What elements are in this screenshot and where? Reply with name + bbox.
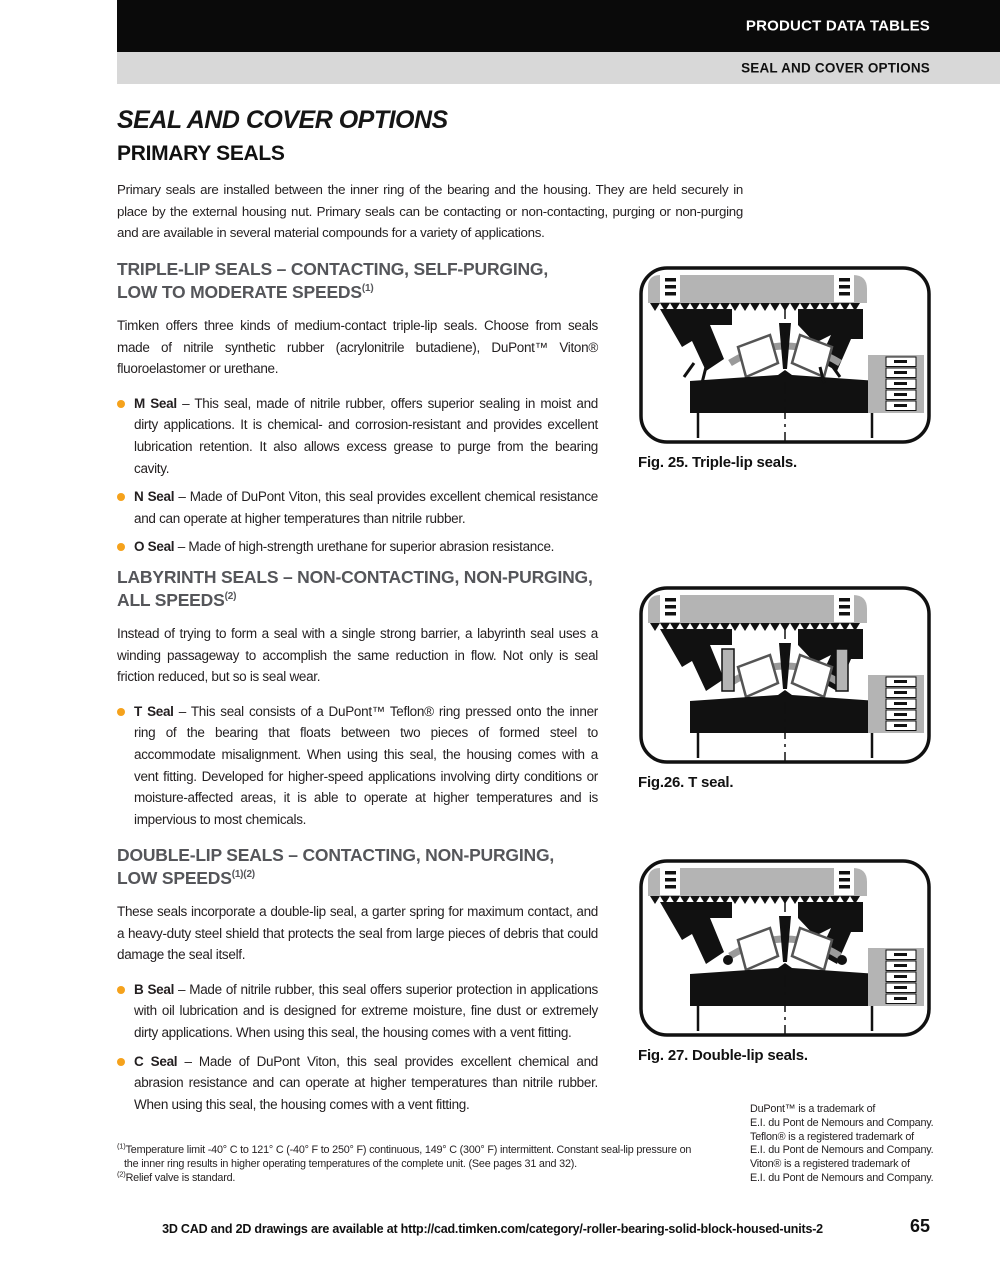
header-bar <box>117 0 1000 52</box>
section-heading <box>117 844 598 890</box>
trademark-line: DuPont™ is a trademark of <box>750 1103 876 1115</box>
page-subtitle: PRIMARY SEALS <box>117 142 285 165</box>
footnote-ref: (1) <box>361 283 374 295</box>
subheader-title: SEAL AND COVER OPTIONS <box>741 60 930 76</box>
trademark-notes <box>750 1103 933 1186</box>
seal-description: – Made of nitrile rubber, this seal offers superior protection in applications with oil lubrication and is designed for extreme moisture, fine dust or extremely dirty applications. When using this seal, the housing comes with a vent fitting. <box>134 981 598 1040</box>
section-paragraph: Instead of trying to form a seal with a single strong barrier, a labyrinth seal uses a winding passageway to accomplish the same reduction in flow. Not only is seal friction reduced, but so is seal wear. <box>117 626 598 685</box>
intro-paragraph: Primary seals are installed between the inner ring of the bearing and the housing. They are held securely in place by the external housing nut. Primary seals can be contacting or non-contacting, purging or non-purging and are available in several material compounds for a variety of applications. <box>117 182 743 241</box>
page-footer <box>117 1214 930 1246</box>
bullet-list <box>117 979 598 1116</box>
list-item <box>117 1051 598 1116</box>
heading-line2: ALL SPEEDS <box>117 590 225 610</box>
bullet-icon <box>117 543 125 551</box>
seal-term: O Seal <box>134 539 175 555</box>
heading-line2: LOW TO MODERATE SPEEDS <box>117 282 362 302</box>
page-number: 65 <box>909 1216 930 1236</box>
figure-double-lip-seals <box>638 858 932 1064</box>
list-item <box>117 701 598 831</box>
section-labyrinth-seals <box>117 566 598 837</box>
seal-term: M Seal <box>134 395 177 411</box>
figure-caption: Fig. 25. Triple-lip seals. <box>638 454 798 471</box>
bearing-cross-section-diagram <box>638 585 932 765</box>
section-heading <box>117 258 598 304</box>
section-paragraph: Timken offers three kinds of medium-contact triple-lip seals. Choose from seals made of nitrile synthetic rubber (acrylonitrile butadiene), DuPont™ Viton® fluoroelastomer or urethane. <box>117 318 598 377</box>
heading-line1: TRIPLE-LIP SEALS – CONTACTING, SELF-PURGING, <box>117 259 548 279</box>
bullet-icon <box>117 1058 125 1066</box>
bearing-cross-section-diagram <box>638 265 932 445</box>
heading-line1: LABYRINTH SEALS – NON-CONTACTING, NON-PURGING, <box>117 567 593 587</box>
bullet-list <box>117 393 598 558</box>
bullet-icon <box>117 493 125 501</box>
footnote-1 <box>117 1141 697 1172</box>
footnote-ref: (2) <box>224 591 237 603</box>
page-title: SEAL AND COVER OPTIONS <box>117 106 448 134</box>
footnotes <box>117 1141 697 1185</box>
footnote-ref: (1)(2) <box>231 869 255 881</box>
subheader-bar <box>117 52 1000 84</box>
section-paragraph: These seals incorporate a double-lip seal, a garter spring for maximum contact, and a heavy-duty steel shield that protects the seal from large pieces of debris that could damage the seal itself. <box>117 904 598 963</box>
figure-triple-lip-seals <box>638 265 932 471</box>
list-item <box>117 486 598 529</box>
header-title: PRODUCT DATA TABLES <box>745 17 930 35</box>
list-item <box>117 393 598 479</box>
section-triple-lip-seals <box>117 258 598 565</box>
seal-term: C Seal <box>134 1053 178 1069</box>
section-double-lip-seals <box>117 844 598 1122</box>
bearing-cross-section-diagram <box>638 858 932 1038</box>
seal-description: – Made of DuPont Viton, this seal provides excellent chemical resistance and can operate at higher temperatures than nitrile rubber. <box>134 489 598 526</box>
bullet-icon <box>117 708 125 716</box>
seal-description: – This seal consists of a DuPont™ Teflon® ring pressed onto the inner ring of the bearing that floats between two pieces of formed steel to accommodate misalignment. When using this seal, the housing comes with a vent fitting. Developed for higher-speed applications involving dirty conditions or moisture-affected areas, it is able to operate at higher temperatures and is impervious to most chemicals. <box>134 703 599 827</box>
seal-term: B Seal <box>134 981 175 997</box>
trademark-line: E.I. du Pont de Nemours and Company. <box>750 1171 934 1184</box>
footnote-text: Temperature limit -40° C to 121° C (-40° F to 250° F) continuous, 149° C (300° F) intermittent. Constant seal-lip pressure on the inner ring results in higher operating temperatures of the complete unit. (See pages 31 and 32). <box>124 1144 692 1170</box>
trademark-line: Teflon® is a registered trademark of <box>750 1130 914 1143</box>
heading-line1: DOUBLE-LIP SEALS – CONTACTING, NON-PURGING, <box>117 845 555 865</box>
trademark-line: Viton® is a registered trademark of <box>750 1158 910 1171</box>
footnote-text: Relief valve is standard. <box>125 1171 236 1184</box>
seal-description: – This seal, made of nitrile rubber, offers superior sealing in moist and dirty applications. It is chemical- and corrosion-resistant and provides excellent lubrication retention. It also allows excess grease to purge from the bearing cavity. <box>134 395 599 476</box>
cad-url-link[interactable]: 3D CAD and 2D drawings are available at http://cad.timken.com/category/-roller-bearing-solid-block-housed-units-2 <box>162 1222 823 1236</box>
trademark-line: E.I. du Pont de Nemours and Company. <box>750 1144 934 1157</box>
bullet-icon <box>117 986 125 994</box>
bullet-list <box>117 701 598 831</box>
seal-term: N Seal <box>134 489 175 505</box>
seal-term: T Seal <box>134 703 174 719</box>
trademark-line: E.I. du Pont de Nemours and Company. <box>750 1116 934 1129</box>
list-item <box>117 979 598 1044</box>
seal-description: – Made of high-strength urethane for superior abrasion resistance. <box>177 539 555 555</box>
section-heading <box>117 566 598 612</box>
footnote-marker: (1) <box>117 1141 126 1151</box>
footnote-marker: (2) <box>117 1169 126 1178</box>
figure-caption: Fig. 27. Double-lip seals. <box>638 1047 808 1064</box>
list-item <box>117 536 598 558</box>
figure-caption: Fig.26. T seal. <box>638 774 734 791</box>
heading-line2: LOW SPEEDS <box>117 868 232 888</box>
figure-t-seal <box>638 585 932 791</box>
footnote-2 <box>117 1169 697 1186</box>
seal-description: – Made of DuPont Viton, this seal provides excellent chemical and abrasion resistance and can operate at higher temperatures than nitrile rubber. When using this seal, the housing comes with a vent fitting. <box>134 1053 598 1112</box>
bullet-icon <box>117 400 125 408</box>
title-block <box>117 106 743 244</box>
